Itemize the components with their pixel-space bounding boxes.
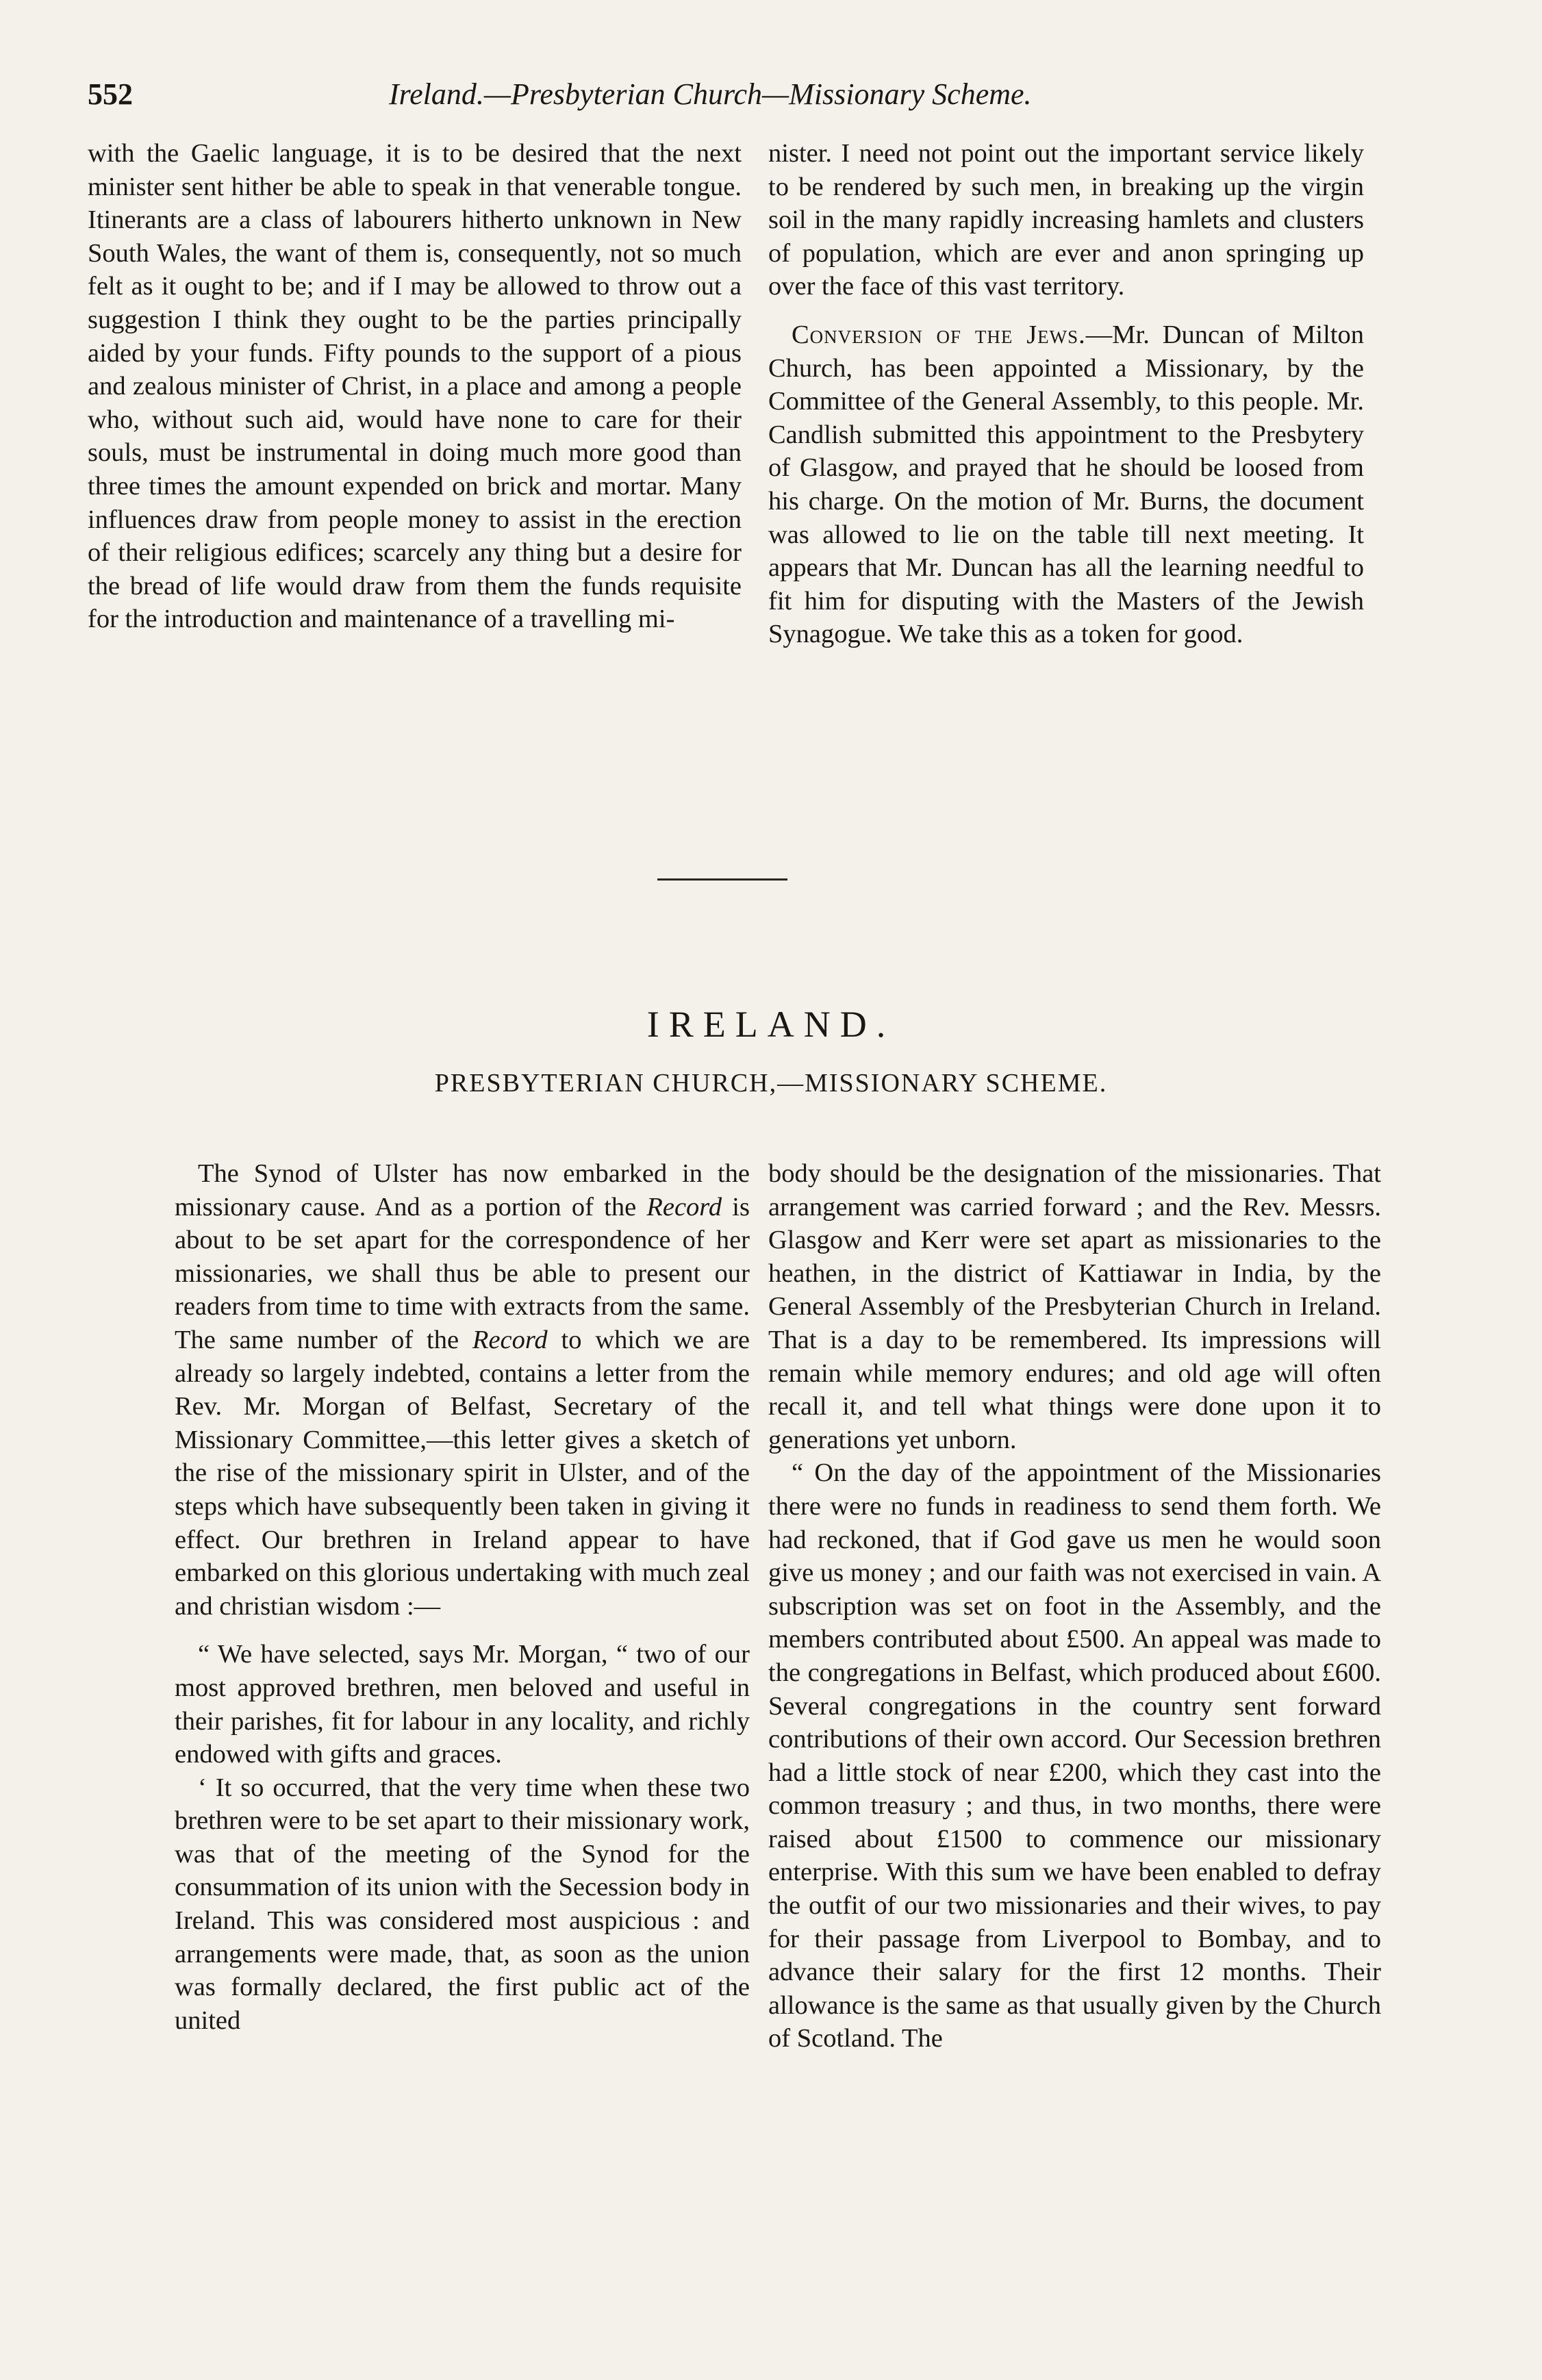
text-run: The Synod of Ulster has now embarked in the missionary cause. And as a portion of the <box>175 1159 750 1221</box>
running-title: Ireland.—Presbyterian Church—Missionary Scheme. <box>389 77 1032 111</box>
text-run: to which we are already so largely indebted, contains a letter from the Rev. Mr. Morgan of Belfast, Secretary of the Missionary Committee,—this letter gives a sketch of the rise of the missionary spirit in Ulster, and of the steps which have subsequently been taken in giving it effect. Our brethren in Ireland appear to have embarked on this glorious undertaking with much zeal and christian wisdom :— <box>175 1325 750 1621</box>
italic-record: Record <box>646 1192 722 1221</box>
page-number: 552 <box>88 77 133 111</box>
paragraph-intro <box>175 1157 750 1623</box>
italic-record: Record <box>472 1325 548 1354</box>
paragraph: with the Gaelic language, it is to be desired that the next minister sent hither be able to speak in that venerable tongue. Itinerants are a class of labourers hitherto unknown in New South Wales, the want of them is, consequently, not so much felt as it ought to be; and if I may be allowed to throw out a suggestion I think they ought to be the parties principally aided by your funds. Fifty pounds to the support of a pious and zealous minister of Christ, in a place and among a people who, without such aid, would have none to care for their souls, must be instrumental in doing much more good than three times the amount expended on brick and mortar. Many influences draw from people money to assist in the erection of their religious edifices; scarcely any thing but a desire for the bread of life would draw from them the funds requisite for the introduction and maintenance of a travelling mi- <box>88 139 742 634</box>
top-right-column <box>768 137 1364 760</box>
paragraph-heading: Conversion of the Jews. <box>792 320 1086 349</box>
paragraph-quote: “ We have selected, says Mr. Morgan, “ two of our most approved brethren, men beloved and useful in their parishes, fit for labour in any locality, and richly endowed with gifts and graces. <box>175 1640 750 1769</box>
section-title: IRELAND. <box>646 1004 896 1045</box>
paragraph: nister. I need not point out the important service likely to be rendered by such men, in breaking up the virgin soil in the many rapidly increasing hamlets and clusters of population, which are ever and anon springing up over the face of this vast territory. <box>768 139 1364 301</box>
bottom-right-column <box>768 1157 1381 2198</box>
paragraph-quote: ‘ It so occurred, that the very time when these two brethren were to be set apart to their missionary work, was that of the meeting of the Synod for the consummation of its union with the Secession body in Ireland. This was considered most auspicious : and arrangements were made, that, as soon as the union was formally declared, the first public act of the united <box>175 1773 750 2035</box>
running-head <box>88 77 1334 125</box>
text-run: is about to be set apart for the correspondence of her missionaries, we shall thus be able to present our readers from time to time with extracts from the same. The same number of the <box>175 1192 750 1354</box>
bottom-left-column <box>175 1157 750 2198</box>
paragraph-body: —Mr. Duncan of Milton Church, has been appointed a Missionary, by the Committee of the General Assembly, to this people. Mr. Candlish submitted this appointment to the Presbytery of Glasgow, and prayed that he should be loosed from his charge. On the motion of Mr. Burns, the document was allowed to lie on the table till next meeting. It appears that Mr. Duncan has all the learning needful to fit him for disputing with the Masters of the Jewish Synagogue. We take this as a token for good. <box>768 320 1364 649</box>
paragraph-quote: “ On the day of the appointment of the Missionaries there were no funds in readiness to send them forth. We had reckoned, that if God gave us men he would soon give us money ; and our faith was not exercised in vain. A subscription was set on foot in the Assembly, and the members contributed about £500. An appeal was made to the congregations in Belfast, which produced about £600. Several congregations in the country sent forward contributions of their own accord. Our Secession brethren had a little stock of near £200, which they cast into the common treasury ; and thus, in two months, there were raised about £1500 to commence our missionary enterprise. With this sum we have been enabled to defray the outfit of our two missionaries and their wives, to pay for their passage from Liverpool to Bombay, and to advance their salary for the first 12 months. Their allowance is the same as that usually given by the Church of Scotland. The <box>768 1458 1381 2053</box>
paragraph: body should be the designation of the missionaries. That arrangement was carried forward ; and the Rev. Messrs. Glasgow and Kerr were set apart as missionaries to the heathen, in the district of Kattiawar in India, by the General Assembly of the Presbyterian Church in Ireland. That is a day to be remembered. Its impressions will remain while memory endures; and old age will often recall it, and tell what things were done upon it to generations yet unborn. <box>768 1159 1381 1454</box>
section-divider <box>657 878 787 881</box>
top-left-column <box>88 137 742 760</box>
section-subtitle: PRESBYTERIAN CHURCH,—MISSIONARY SCHEME. <box>434 1069 1108 1098</box>
paragraph-jews <box>768 318 1364 651</box>
